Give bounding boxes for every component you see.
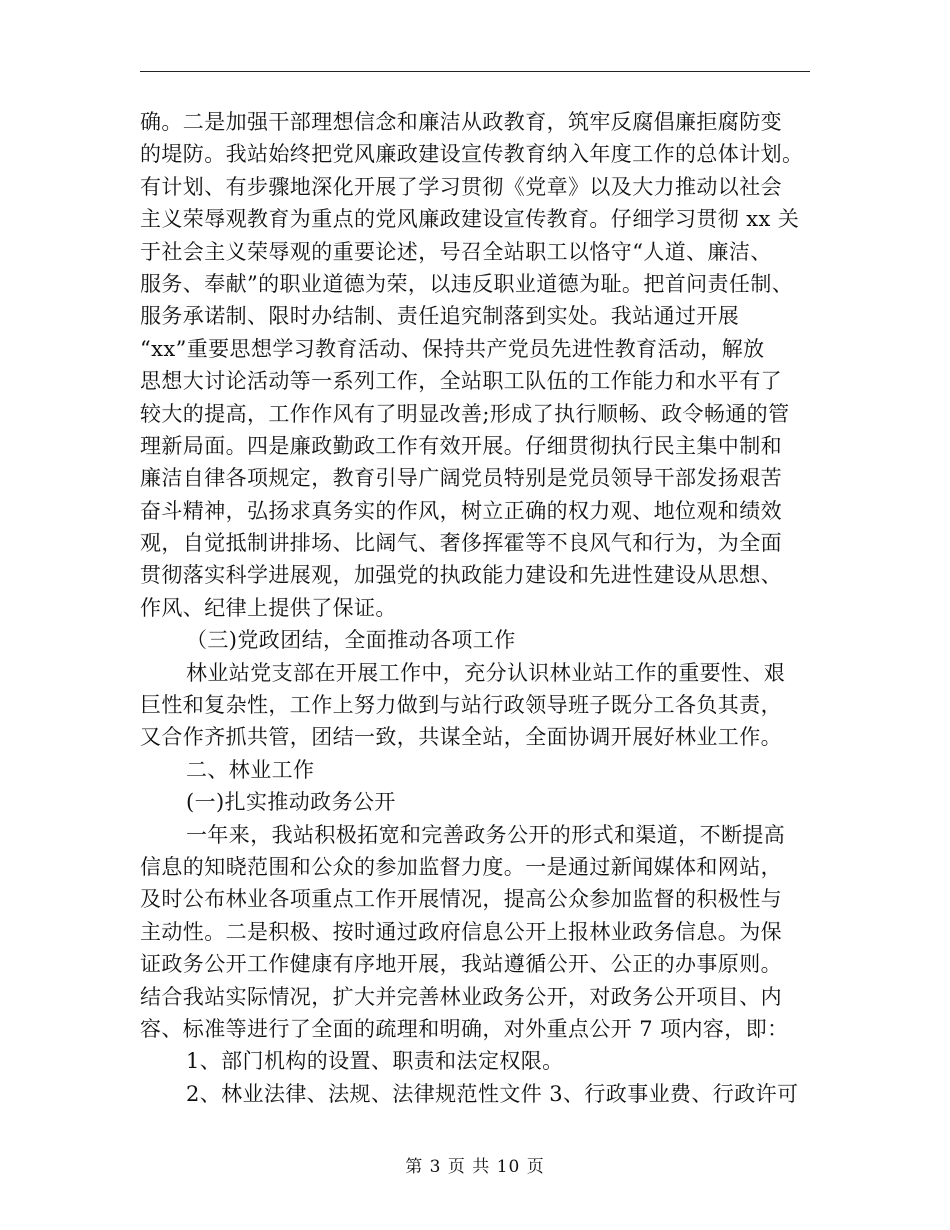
text-line: 证政务公开工作健康有序地开展，我站遵循公开、公正的办事原则。 xyxy=(140,952,782,977)
text-line: 信息的知晓范围和公众的参加监督力度。一是通过新闻媒体和网站， xyxy=(140,854,782,879)
text-line: 1、部门机构的设置、职责和法定权限。 xyxy=(186,1049,564,1074)
text-line: 较大的提高，工作作风有了明显改善;形成了执行顺畅、政令畅通的管 xyxy=(140,401,790,426)
header-rule xyxy=(140,71,810,72)
text-line: 贯彻落实科学进展观，加强党的执政能力建设和先进性建设从思想、 xyxy=(140,563,782,588)
document-body xyxy=(140,106,820,1110)
text-line: 及时公布林业各项重点工作开展情况，提高公众参加监督的积极性与 xyxy=(140,887,782,912)
text-line: 林业站党支部在开展工作中，充分认识林业站工作的重要性、艰 xyxy=(186,660,786,685)
text-line: 思想大讨论活动等一系列工作，全站职工队伍的工作能力和水平有了 xyxy=(140,369,782,394)
text-line: 巨性和复杂性，工作上努力做到与站行政领导班子既分工各负其责， xyxy=(140,693,782,718)
text-line: 有计划、有步骤地深化开展了学习贯彻《党章》以及大力推动以社会 xyxy=(140,174,782,199)
text-line: 一年来，我站积极拓宽和完善政务公开的形式和渠道，不断提高 xyxy=(186,822,786,847)
text-line: 容、标准等进行了全面的疏理和明确，对外重点公开 7 项内容，即： xyxy=(140,1016,789,1041)
text-line: 服务、奉献”的职业道德为荣，以违反职业道德为耻。把首问责任制、 xyxy=(140,271,794,296)
text-line: (一)扎实推动政务公开 xyxy=(186,790,396,815)
text-line: 2、林业法律、法规、法律规范性文件 3、行政事业费、行政许可 xyxy=(186,1081,799,1106)
text-line: 理新局面。四是廉政勤政工作有效开展。仔细贯彻执行民主集中制和 xyxy=(140,433,782,458)
text-line: （三)党政团结，全面推动各项工作 xyxy=(186,628,516,653)
text-line: 奋斗精神，弘扬求真务实的作风，树立正确的权力观、地位观和绩效 xyxy=(140,498,782,523)
text-line: 二、林业工作 xyxy=(186,757,315,782)
text-line: 主义荣辱观教育为重点的党风廉政建设宣传教育。仔细学习贯彻 xx 关 xyxy=(140,207,800,232)
text-line: 于社会主义荣辱观的重要论述，号召全站职工以恪守“人道、廉洁、 xyxy=(140,239,772,264)
text-line: 主动性。二是积极、按时通过政府信息公开上报林业政务信息。为保 xyxy=(140,919,782,944)
text-line: 服务承诺制、限时办结制、责任追究制落到实处。我站通过开展 xyxy=(140,304,740,329)
text-line: 观，自觉抵制讲排场、比阔气、奢侈挥霍等不良风气和行为，为全面 xyxy=(140,531,782,556)
page-footer: 第 3 页 共 10 页 xyxy=(405,1157,545,1177)
text-line: 结合我站实际情况，扩大并完善林业政务公开，对政务公开项目、内 xyxy=(140,984,782,1009)
text-line: 又合作齐抓共管，团结一致，共谋全站，全面协调开展好林业工作。 xyxy=(140,725,782,750)
text-line: 作风、纪律上提供了保证。 xyxy=(140,595,397,620)
text-line: “xx”重要思想学习教育活动、保持共产党员先进性教育活动，解放 xyxy=(140,336,765,361)
text-line: 廉洁自律各项规定，教育引导广阔党员特别是党员领导干部发扬艰苦 xyxy=(140,466,782,491)
text-line: 的堤防。我站始终把党风廉政建设宣传教育纳入年度工作的总体计划。 xyxy=(140,142,804,167)
text-line: 确。二是加强干部理想信念和廉洁从政教育，筑牢反腐倡廉拒腐防变 xyxy=(140,110,782,134)
